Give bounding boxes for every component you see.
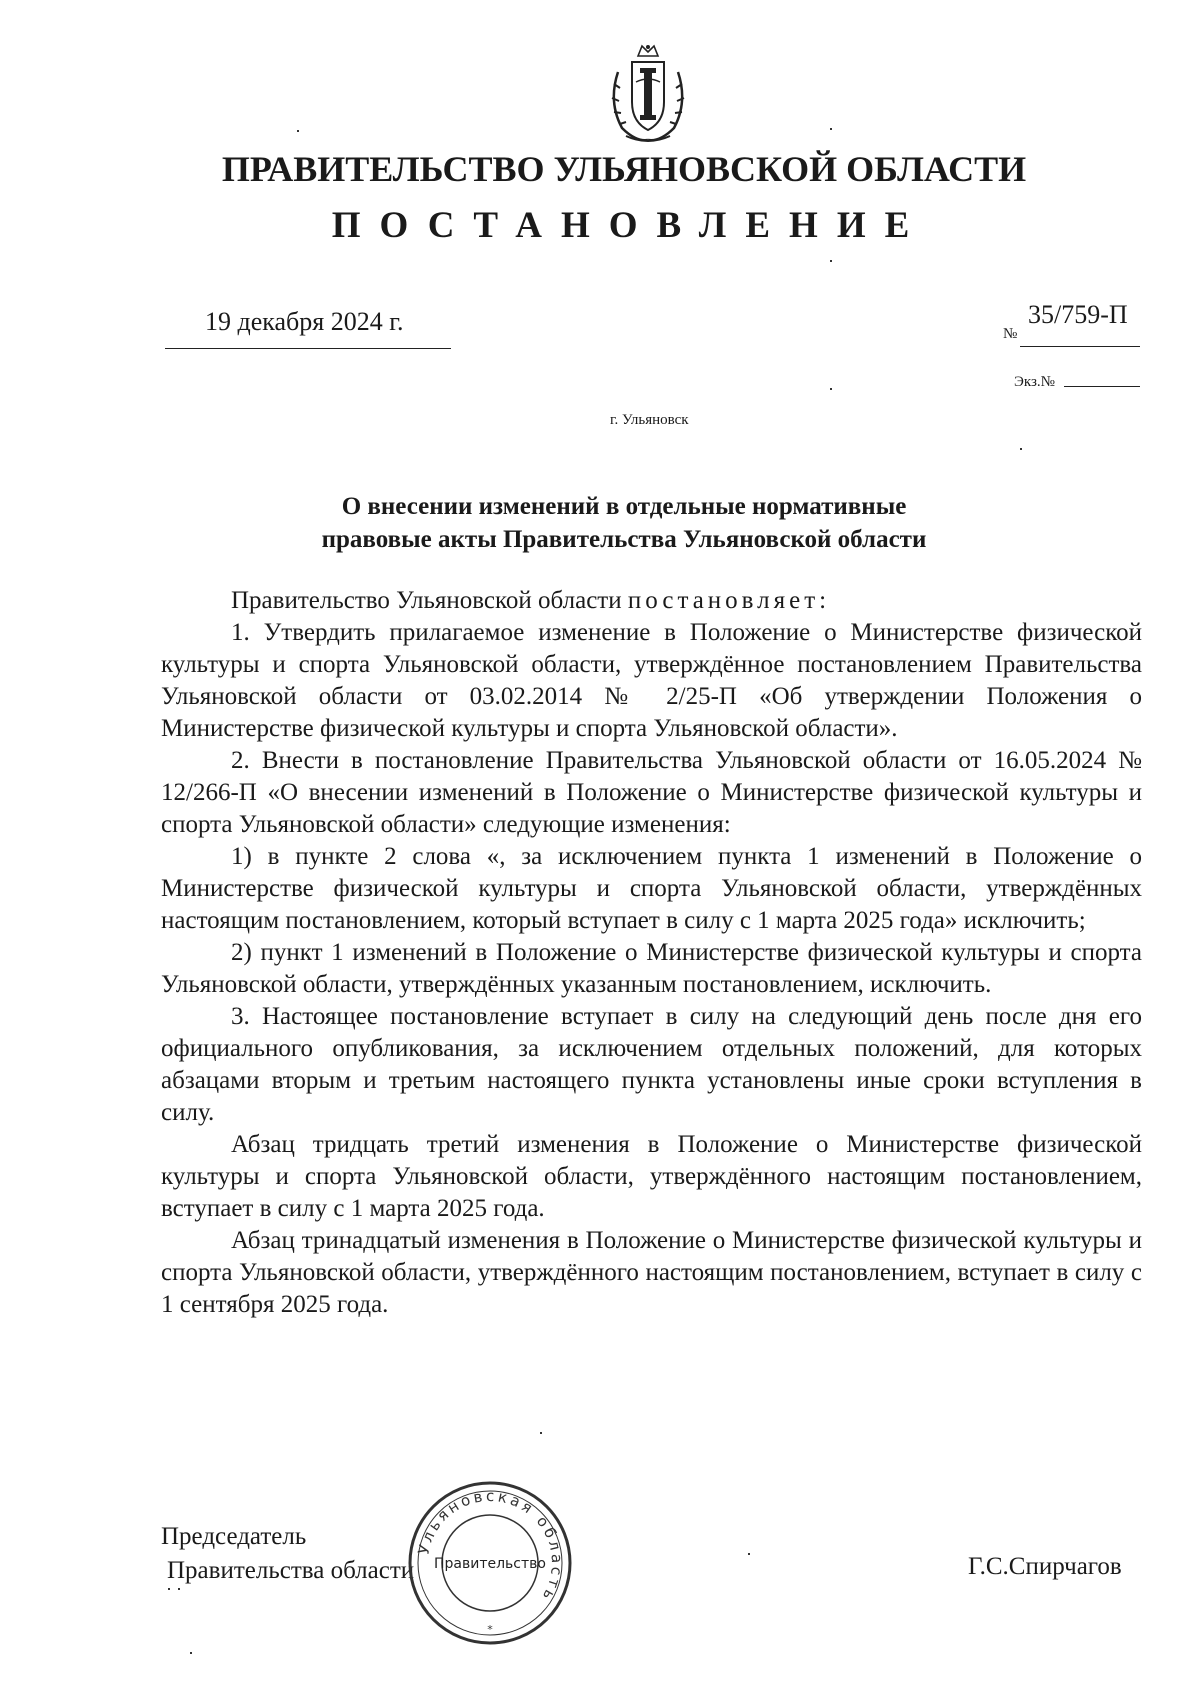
paragraph-2-item-1: 1) в пункте 2 слова «, за исключением пункта 1 изменений в Положение о Министерстве физической культуры и спорта Ульяновской области, утверждённых настоящим постановлением, который вступает в силу с 1 марта 2025 года» исключить; [161, 843, 1142, 934]
paragraph-2: 2. Внести в постановление Правительства Ульяновской области от 16.05.2024 № 12/266-П «О внесении изменений в Положение о Министерстве физической культуры и спорта Ульяновской области» следующие изменения: [161, 747, 1142, 838]
date-underline [165, 348, 451, 349]
seal-center-text: Правительство [434, 1556, 546, 1572]
scan-speck [830, 260, 832, 262]
subject-line-2: правовые акты Правительства Ульяновской области [321, 526, 927, 553]
intro-prefix: Правительство Ульяновской области [231, 587, 622, 614]
scan-speck [748, 1553, 750, 1555]
document-subject [0, 490, 1200, 556]
document-type-title: ПОСТАНОВЛЕНИЕ [331, 205, 929, 246]
document-date: 19 декабря 2024 г. [205, 307, 404, 336]
scan-speck [178, 1588, 180, 1590]
scan-speck [830, 128, 832, 130]
paragraph-2-item-2: 2) пункт 1 изменений в Положение о Министерстве физической культуры и спорта Ульяновской области, утверждённых указанным постановлением, исключить. [161, 939, 1142, 998]
signatory-title [161, 1520, 414, 1588]
seal-star-icon [487, 1623, 493, 1636]
scan-speck [168, 1588, 170, 1590]
intro-paragraph [161, 585, 1142, 617]
intro-suffix: : [819, 587, 827, 614]
scan-speck [540, 1432, 542, 1434]
number-underline [1020, 346, 1140, 347]
signatory-name: Г.С.Спирчагов [968, 1553, 1122, 1580]
official-seal-stamp [405, 1478, 575, 1648]
scan-speck [830, 388, 832, 390]
paragraph-1: 1. Утвердить прилагаемое изменение в Положение о Министерстве физической культуры и спорта Ульяновской области, утверждённое постановлением Правительства Ульяновской области от 03.02.2014 № 2/25-П «Об утверждении Положения о Министерстве физической культуры и спорта Ульяновской области». [161, 619, 1142, 742]
organization-title: ПРАВИТЕЛЬСТВО УЛЬЯНОВСКОЙ ОБЛАСТИ [221, 149, 1027, 189]
subject-line-1: О внесении изменений в отдельные нормативные [341, 493, 907, 520]
paragraph-3-clause-b: Абзац тринадцатый изменения в Положение о Министерстве физической культуры и спорта Ульяновской области, утверждённого настоящим постановлением, вступает в силу с 1 сентября 2025 года. [161, 1227, 1142, 1318]
document-body [161, 585, 1142, 1321]
signatory-title-line-2: Правительства области [167, 1557, 415, 1584]
seal-ring-text: Ульяновская область [414, 1486, 567, 1606]
copy-number-label: Экз.№ [1014, 374, 1055, 390]
svg-text:*: * [487, 1623, 493, 1636]
copy-number-underline [1064, 386, 1140, 387]
paragraph-3-clause-a: Абзац тридцать третий изменения в Положение о Министерстве физической культуры и спорта Ульяновской области, утверждённого настоящим постановлением, вступает в силу с 1 марта 2025 года. [161, 1131, 1142, 1222]
intro-resolves: постановляет [627, 587, 820, 614]
scan-speck [190, 1652, 192, 1654]
scan-speck [297, 130, 299, 132]
signatory-title-line-1: Председатель [161, 1523, 307, 1550]
number-label: № [1003, 326, 1018, 342]
document-number: 35/759-П [1028, 300, 1128, 329]
city: г. Ульяновск [610, 412, 689, 428]
paragraph-3: 3. Настоящее постановление вступает в силу на следующий день после дня его официального опубликования, за исключением отдельных положений, для которых абзацами вторым и третьим настоящего пункта установлены иные сроки вступления в силу. [161, 1003, 1142, 1126]
coat-of-arms-icon [600, 42, 696, 146]
scan-speck [1020, 448, 1022, 450]
